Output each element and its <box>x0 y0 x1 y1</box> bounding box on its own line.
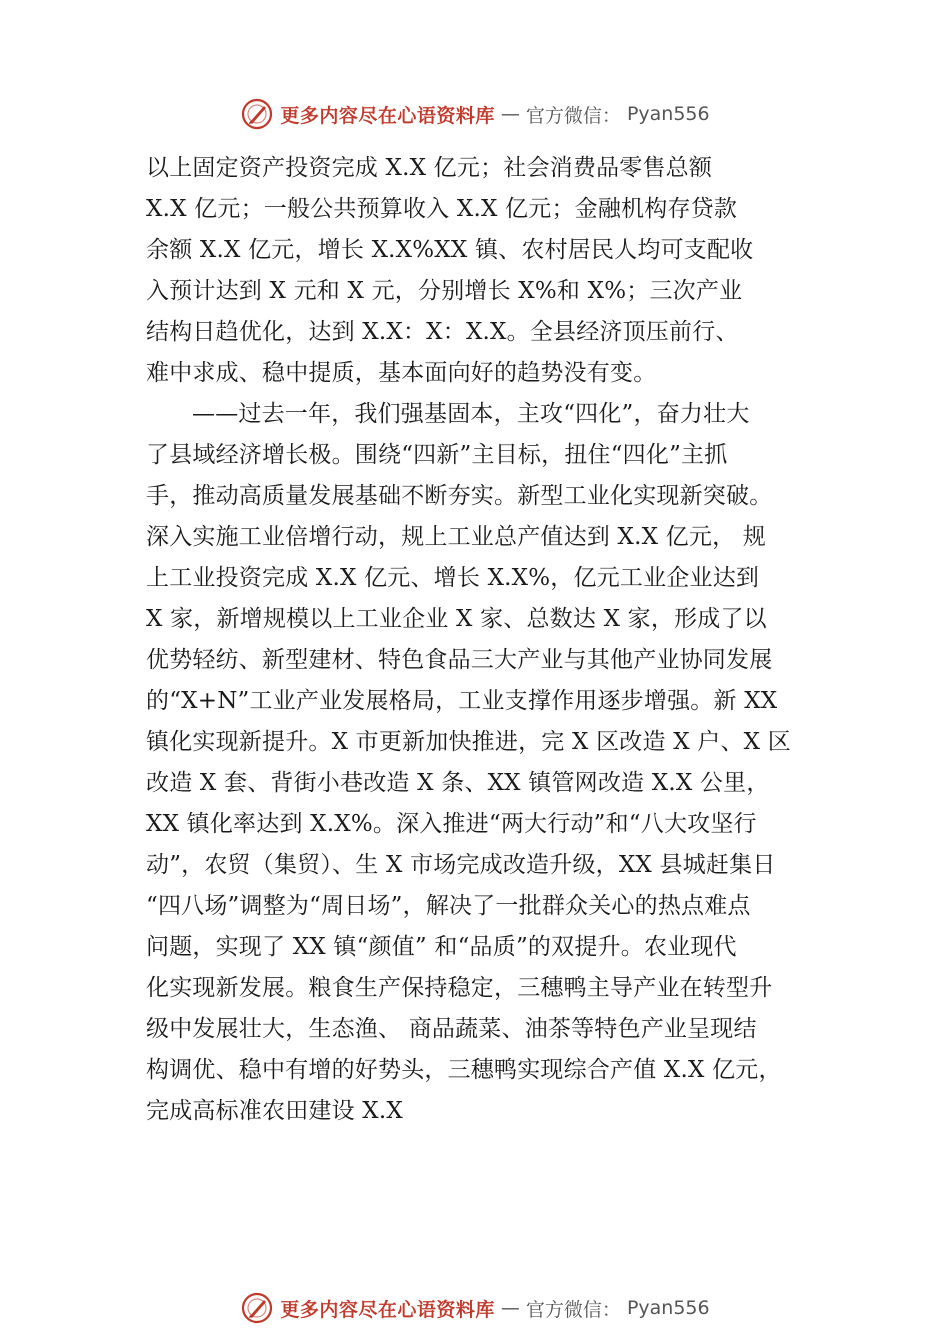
text-line: 级中发展壮大，生态渔、 商品蔬菜、油茶等特色产业呈现结 <box>146 1016 757 1042</box>
logo-icon <box>240 97 274 131</box>
text-line: 动”，农贸（集贸）、生 X 市场完成改造升级，XX 县城赶集日 <box>146 852 776 878</box>
text-line: 的“X+N”工业产业发展格局，工业支撑作用逐步增强。新 XX <box>146 688 778 714</box>
text-line: 化实现新发展。粮食生产保持稳定，三穗鸭主导产业在转型升 <box>146 975 773 1001</box>
banner-account-label: 官方微信： <box>525 104 621 127</box>
banner-separator: — <box>500 1297 520 1319</box>
text-line: X.X 亿元；一般公共预算收入 X.X 亿元；金融机构存贷款 <box>146 196 738 222</box>
text-line: ——过去一年，我们强基固本，主攻“四化”，奋力壮大 <box>192 401 750 427</box>
text-line: 余额 X.X 亿元，增长 X.X%XX 镇、农村居民人均可支配收 <box>146 237 754 263</box>
text-line: 深入实施工业倍增行动，规上工业总产值达到 X.X 亿元， 规 <box>146 524 766 550</box>
text-line: 优势轻纺、新型建材、特色食品三大产业与其他产业协同发展 <box>146 647 773 673</box>
text-line: 难中求成、稳中提质，基本面向好的趋势没有变。 <box>146 360 657 386</box>
banner-account-label: 官方微信： <box>525 1298 621 1321</box>
text-line: 问题，实现了 XX 镇“颜值” 和“品质”的双提升。农业现代 <box>146 934 737 960</box>
text-line: 入预计达到 X 元和 X 元，分别增长 X%和 X%；三次产业 <box>146 278 743 304</box>
text-line: X 家，新增规模以上工业企业 X 家、总数达 X 家，形成了以 <box>146 606 767 632</box>
text-line: 完成高标准农田建设 X.X <box>146 1098 403 1124</box>
footer-banner <box>0 1288 950 1328</box>
text-line: “四八场”调整为“周日场”，解决了一批群众关心的热点难点 <box>146 893 751 919</box>
banner-separator: — <box>500 103 520 125</box>
text-line: 上工业投资完成 X.X 亿元、增长 X.X%，亿元工业企业达到 <box>146 565 760 591</box>
banner-account-id: Pyan556 <box>626 1297 710 1319</box>
text-line: 以上固定资产投资完成 X.X 亿元；社会消费品零售总额 <box>146 155 713 181</box>
header-banner <box>0 94 950 134</box>
logo-icon <box>240 1291 274 1325</box>
text-line: 镇化实现新提升。X 市更新加快推进，完 X 区改造 X 户、X 区 <box>146 729 791 755</box>
banner-title: 更多内容尽在心语资料库 <box>280 104 495 127</box>
text-line: XX 镇化率达到 X.X%。深入推进“两大行动”和“八大攻坚行 <box>146 811 757 837</box>
banner-account-id: Pyan556 <box>626 103 710 125</box>
text-line: 构调优、稳中有增的好势头，三穗鸭实现综合产值 X.X 亿元， <box>146 1057 782 1083</box>
banner-title: 更多内容尽在心语资料库 <box>280 1298 495 1321</box>
text-line: 手，推动高质量发展基础不断夯实。新型工业化实现新突破。 <box>146 483 773 509</box>
document-body <box>146 148 812 1132</box>
text-line: 改造 X 套、背街小巷改造 X 条、XX 镇管网改造 X.X 公里， <box>146 770 770 796</box>
text-line: 结构日趋优化，达到 X.X：X：X.X。全县经济顶压前行、 <box>146 319 739 345</box>
text-line: 了县域经济增长极。围绕“四新”主目标，扭住“四化”主抓 <box>146 442 728 468</box>
